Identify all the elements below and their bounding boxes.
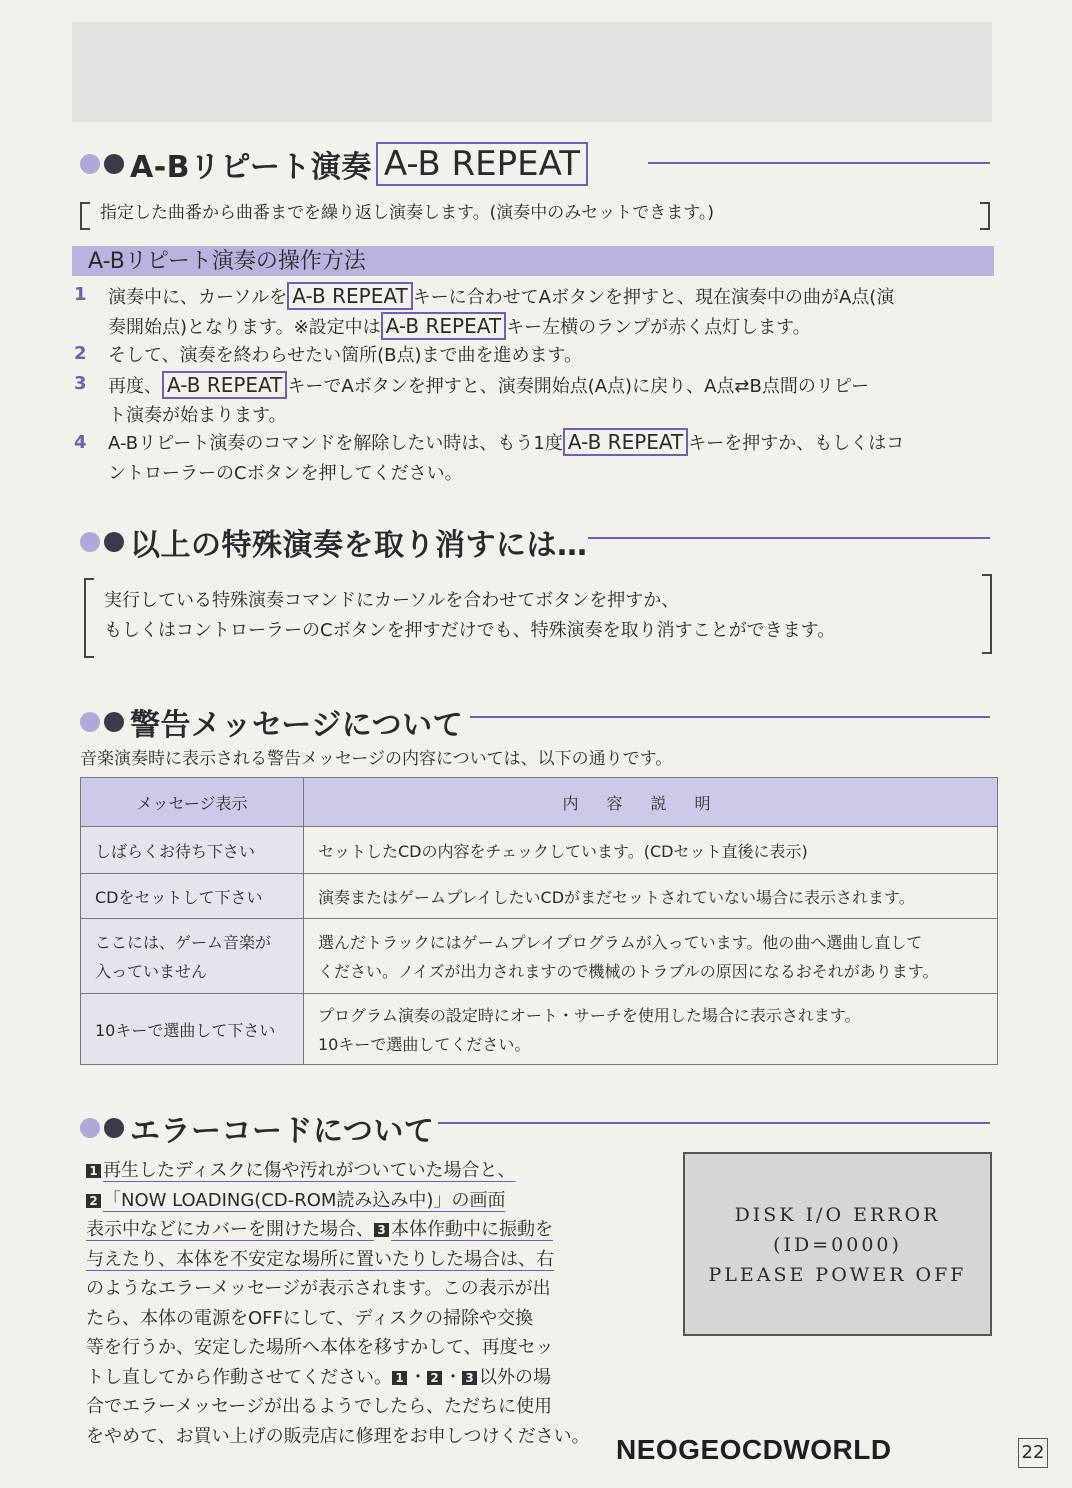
section-title-error bbox=[80, 1106, 434, 1150]
step-text: 奏開始点)となります。※設定中は bbox=[108, 317, 381, 338]
table-row bbox=[81, 919, 998, 994]
separator: ・ bbox=[444, 1366, 462, 1388]
error-line: をやめて、お買い上げの販売店に修理をお申しつけください。 bbox=[86, 1425, 590, 1447]
bullet-dots-icon bbox=[80, 712, 124, 732]
number-badge-icon: 2 bbox=[427, 1371, 442, 1385]
bullet-dots-icon bbox=[80, 532, 124, 552]
warning-intro: 音楽演奏時に表示される警告メッセージの内容については、以下の通りです。 bbox=[80, 749, 673, 769]
bracket-left bbox=[80, 202, 90, 230]
step-number: 4 bbox=[74, 432, 87, 453]
table-row bbox=[81, 994, 998, 1065]
section-title-text: エラーコードについて bbox=[130, 1114, 435, 1149]
step-3-line-2: ト演奏が始まります。 bbox=[108, 405, 287, 426]
table-header-row bbox=[81, 778, 998, 827]
description-line: ください。ノイズが出力されますので機械のトラブルの原因になるおそれがあります。 bbox=[318, 962, 939, 981]
step-1-line-2 bbox=[108, 312, 811, 342]
error-text: 表示中などにカバーを開けた場合、 bbox=[86, 1219, 374, 1240]
step-number: 3 bbox=[74, 373, 87, 394]
section-rule bbox=[470, 716, 990, 718]
number-badge-icon: 1 bbox=[392, 1371, 407, 1385]
section-description: 指定した曲番から曲番までを繰り返し演奏します。(演奏中のみセットできます。) bbox=[100, 203, 715, 223]
error-text: 本体作動中に振動を bbox=[391, 1219, 553, 1240]
error-line bbox=[86, 1363, 596, 1393]
step-3-line-1 bbox=[108, 371, 869, 401]
error-box-line-1: DISK I/O ERROR bbox=[734, 1204, 941, 1226]
description-line: 10キーで選曲してください。 bbox=[318, 1035, 531, 1054]
step-text: 演奏中に、カーソルを bbox=[108, 287, 288, 308]
section-title-key-box: A-B REPEAT bbox=[376, 142, 588, 186]
section-rule bbox=[648, 162, 990, 164]
description-cell bbox=[304, 919, 998, 994]
error-line: 合でエラーメッセージが出るようでしたら、ただちに使用 bbox=[86, 1396, 553, 1417]
top-gray-band bbox=[72, 22, 992, 122]
step-text: A-Bリピート演奏のコマンドを解除したい時は、もう1度 bbox=[108, 433, 563, 454]
step-text: キーを押すか、もしくはコ bbox=[688, 433, 905, 454]
step-1-line-1 bbox=[108, 282, 894, 312]
ab-repeat-key-label: A-B REPEAT bbox=[162, 371, 287, 399]
step-2: そして、演奏を終わらせたい箇所(B点)まで曲を進めます。 bbox=[108, 345, 583, 366]
cancel-line-1: 実行している特殊演奏コマンドにカーソルを合わせてボタンを押すか、 bbox=[104, 590, 680, 611]
section-title-cancel bbox=[80, 520, 588, 564]
number-badge-icon: 3 bbox=[462, 1371, 477, 1385]
error-line bbox=[86, 1156, 596, 1186]
ab-repeat-key-label: A-B REPEAT bbox=[381, 312, 506, 340]
error-line: たら、本体の電源をOFFにして、ディスクの掃除や交換 bbox=[86, 1307, 534, 1329]
subheading-text: A-Bリピート演奏の操作方法 bbox=[88, 249, 366, 274]
section-title-text: A-Bリピート演奏 bbox=[130, 150, 372, 185]
error-message-screen bbox=[683, 1152, 992, 1336]
header-message: メッセージ表示 bbox=[81, 778, 304, 827]
bullet-dots-icon bbox=[80, 154, 124, 174]
description-cell: セットしたCDの内容をチェックしています。(CDセット直後に表示) bbox=[304, 827, 998, 874]
step-text: キーでAボタンを押すと、演奏開始点(A点)に戻り、A点⇄B点間のリピー bbox=[287, 376, 870, 397]
table-row bbox=[81, 827, 998, 874]
message-cell: しばらくお待ち下さい bbox=[81, 827, 304, 874]
message-cell: 10キーで選曲して下さい bbox=[81, 994, 304, 1065]
step-text: 再度、 bbox=[108, 376, 162, 397]
error-text: トし直してから作動させてください。 bbox=[86, 1366, 392, 1388]
ab-repeat-key-label: A-B REPEAT bbox=[287, 282, 412, 310]
header-description: 内容説明 bbox=[304, 778, 998, 827]
section-title-warning bbox=[80, 700, 463, 744]
error-line bbox=[86, 1245, 596, 1275]
message-line: 入っていません bbox=[95, 962, 208, 981]
ab-repeat-key-label: A-B REPEAT bbox=[563, 428, 688, 456]
section-title-text: 警告メッセージについて bbox=[130, 708, 464, 743]
error-line bbox=[86, 1215, 596, 1245]
error-text: 以外の場 bbox=[479, 1366, 551, 1388]
error-explanation bbox=[86, 1156, 596, 1451]
error-line: 等を行うか、安定した場所へ本体を移すかして、再度セッ bbox=[86, 1337, 554, 1358]
message-cell bbox=[81, 919, 304, 994]
warning-messages-table bbox=[80, 777, 998, 1065]
error-text: 再生したディスクに傷や汚れがついていた場合と、 bbox=[103, 1160, 516, 1181]
cancel-line-2: もしくはコントローラーのCボタンを押すだけでも、特殊演奏を取り消すことができます。 bbox=[104, 620, 836, 641]
bracket-right bbox=[980, 202, 990, 230]
bracket-right bbox=[982, 574, 992, 654]
step-text: キー左横のランプが赤く点灯します。 bbox=[506, 317, 811, 338]
separator: ・ bbox=[409, 1366, 427, 1388]
error-box-line-2: (ID=0000) bbox=[773, 1234, 902, 1256]
step-4-line-2: ントローラーのCボタンを押してください。 bbox=[108, 463, 463, 484]
error-text: 「NOW LOADING(CD-ROM読み込み中)」の画面 bbox=[103, 1189, 506, 1211]
step-4-line-1 bbox=[108, 428, 904, 458]
description-line: 選んだトラックにはゲームプレイプログラムが入っています。他の曲へ選曲し直して bbox=[318, 933, 923, 952]
error-text: 与えたり、本体を不安定な場所に置いたりした場合は、右 bbox=[86, 1248, 554, 1270]
section-title-text: 以上の特殊演奏を取り消すには… bbox=[130, 528, 588, 563]
step-number: 2 bbox=[74, 343, 87, 364]
brand-watermark: NEOGEOCDWORLD bbox=[616, 1434, 892, 1465]
table-row bbox=[81, 874, 998, 919]
page-number: 22 bbox=[1018, 1438, 1048, 1468]
step-number: 1 bbox=[74, 284, 87, 305]
bullet-dots-icon bbox=[80, 1118, 124, 1138]
step-text: キーに合わせてAボタンを押すと、現在演奏中の曲がA点(演 bbox=[412, 287, 895, 308]
error-line bbox=[86, 1186, 596, 1216]
message-line: ここには、ゲーム音楽が bbox=[95, 933, 272, 952]
number-badge-icon: 3 bbox=[374, 1223, 389, 1237]
message-cell: CDをセットして下さい bbox=[81, 874, 304, 919]
error-box-line-3: PLEASE POWER OFF bbox=[708, 1264, 967, 1286]
section-rule bbox=[588, 537, 990, 539]
section-rule bbox=[438, 1122, 990, 1124]
description-cell: 演奏またはゲームプレイしたいCDがまだセットされていない場合に表示されます。 bbox=[304, 874, 998, 919]
number-badge-icon: 2 bbox=[86, 1194, 101, 1208]
number-badge-icon: 1 bbox=[86, 1164, 101, 1178]
section-title-ab-repeat bbox=[80, 142, 588, 186]
bracket-left bbox=[84, 578, 94, 658]
error-line: のようなエラーメッセージが表示されます。この表示が出 bbox=[86, 1278, 551, 1299]
description-cell bbox=[304, 994, 998, 1065]
description-line: プログラム演奏の設定時にオート・サーチを使用した場合に表示されます。 bbox=[318, 1006, 861, 1025]
